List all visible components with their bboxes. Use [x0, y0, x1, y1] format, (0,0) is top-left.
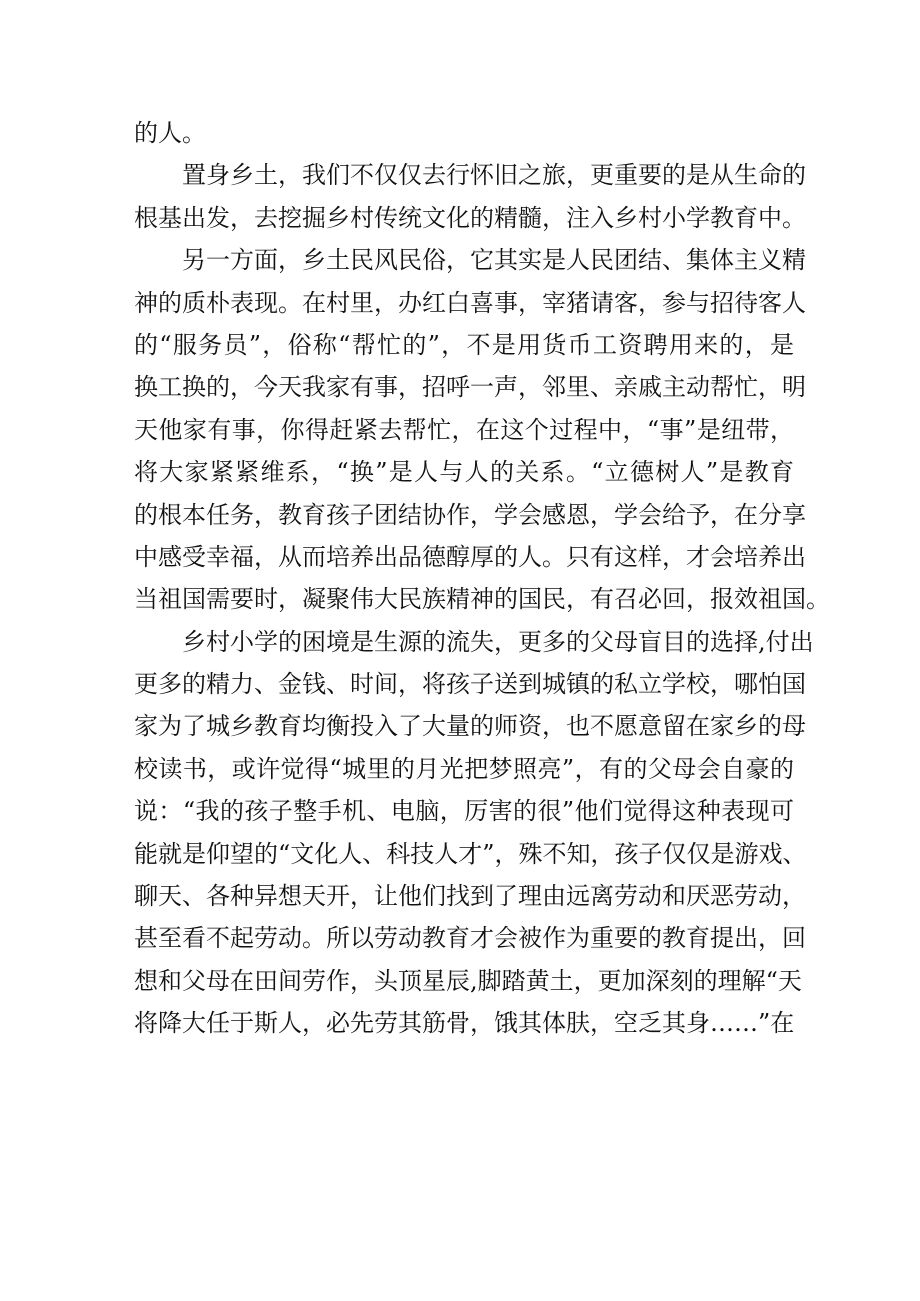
text-line: 更多的精力、金钱、时间，将孩子送到城镇的私立学校，哪怕国	[134, 670, 806, 699]
text-line: 的“服务员”，俗称“帮忙的”，不是用货币工资聘用来的，是	[134, 330, 794, 359]
text-line: 将大家紧紧维系，“换”是人与人的关系。“立德树人”是教育	[134, 458, 794, 487]
text-line: 的根本任务，教育孩子团结协作，学会感恩，学会给予，在分享	[134, 500, 806, 529]
text-line: 天他家有事，你得赶紧去帮忙，在这个过程中，“事”是纽带，	[134, 415, 794, 444]
text-line: 乡村小学的困境是生源的流失，更多的父母盲目的选择,付出	[182, 627, 814, 656]
text-line: 置身乡土，我们不仅仅去行怀旧之旅，更重要的是从生命的	[182, 161, 806, 190]
body-text	[134, 112, 830, 1045]
text-line: 另一方面，乡土民风民俗，它其实是人民团结、集体主义精	[182, 246, 806, 275]
text-line: 说：“我的孩子整手机、电脑，厉害的很”他们觉得这种表现可	[134, 797, 794, 826]
text-line: 校读书，或许觉得“城里的月光把梦照亮”，有的父母会自豪的	[134, 754, 794, 783]
text-line: 家为了城乡教育均衡投入了大量的师资，也不愿意留在家乡的母	[134, 712, 806, 741]
text-line: 将降大任于斯人，必先劳其筋骨，饿其体肤，空乏其身……”在	[134, 1009, 795, 1038]
text-line: 的人。	[134, 119, 206, 147]
text-line: 想和父母在田间劳作，头顶星辰,脚踏黄土，更加深刻的理解“天	[134, 966, 802, 995]
text-line: 能就是仰望的“文化人、科技人才”，殊不知，孩子仅仅是游戏、	[134, 839, 807, 868]
text-line: 换工换的，今天我家有事，招呼一声，邻里、亲戚主动帮忙，明	[134, 373, 806, 402]
text-line: 中感受幸福，从而培养出品德醇厚的人。只有这样，才会培养出	[134, 542, 806, 571]
text-line: 聊天、各种异想天开，让他们找到了理由远离劳动和厌恶劳动，	[134, 882, 806, 911]
text-line: 根基出发，去挖掘乡村传统文化的精髓，注入乡村小学教育中。	[134, 203, 806, 232]
text-line: 当祖国需要时，凝聚伟大民族精神的国民，有召必回，报效祖国。	[134, 585, 830, 614]
text-line: 神的质朴表现。在村里，办红白喜事，宰猪请客，参与招待客人	[134, 288, 806, 317]
text-line: 甚至看不起劳动。所以劳动教育才会被作为重要的教育提出，回	[134, 924, 806, 953]
